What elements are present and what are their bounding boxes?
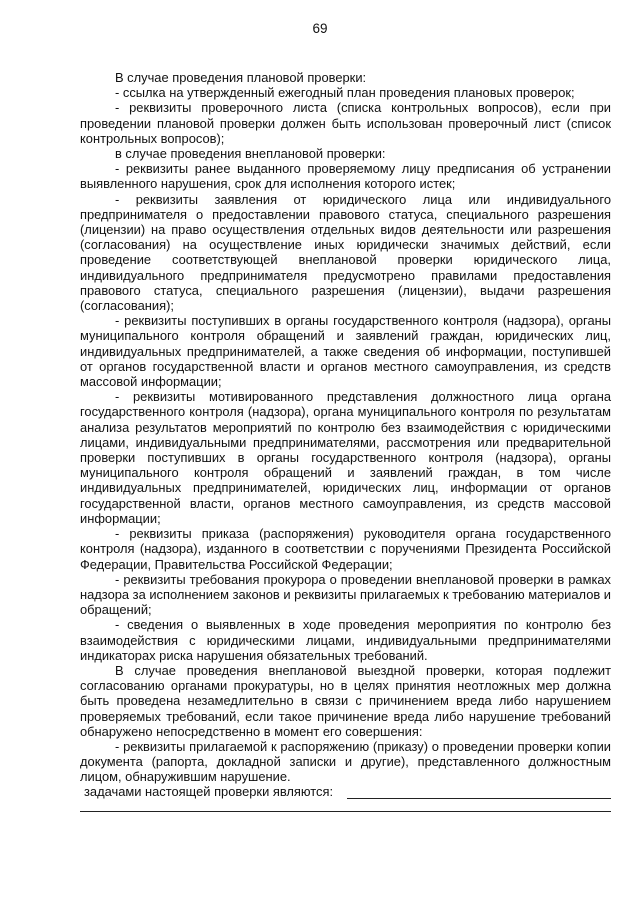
paragraph: в случае проведения внеплановой проверки: xyxy=(115,146,386,162)
paragraph: - реквизиты ранее выданного проверяемому лицу предписания об устранении выявленного нарушения, срок для исполнения которого истек; xyxy=(80,161,611,192)
paragraph: - сведения о выявленных в ходе проведения мероприятия по контролю без взаимодействия с юридическими лицами, индивидуальными предпринимателями индикаторах риска нарушения обязательных требований. xyxy=(80,617,611,663)
paragraph: - реквизиты заявления от юридического лица или индивидуального предпринимателя о предоставлении правового статуса, специального разрешения (лицензии) на право осуществления отдельных видов деятельности или разрешения (согласования) на осуществление иных юридически значимых действий, если проведение соответствующей внеплановой проверки юридического лица, индивидуального предпринимателя предусмотрено правилами предоставления правового статуса, специального разрешения (лицензии), выдачи разрешения (согласования); xyxy=(80,191,611,314)
paragraph: - реквизиты приказа (распоряжения) руководителя органа государственного контроля (надзора), изданного в соответствии с поручениями Президента Российской Федерации, Правительства Российской Федерации; xyxy=(80,526,611,572)
paragraph: - реквизиты поступивших в органы государственного контроля (надзора), органы муниципального контроля обращений и заявлений граждан, юридических лиц, индивидуальных предпринимателей, а также сведения об информации, поступившей от органов государственной власти и органов местного самоуправления, из средств массовой информации; xyxy=(80,313,611,390)
tasks-line xyxy=(80,784,611,799)
blank-fill-line xyxy=(80,811,611,812)
paragraph: - реквизиты проверочного листа (списка контрольных вопросов), если при проведении плановой проверки должен быть использован проверочный лист (список контрольных вопросов); xyxy=(80,100,611,146)
paragraph: В случае проведения плановой проверки: xyxy=(115,70,367,85)
paragraph: - реквизиты мотивированного представления должностного лица органа государственного контроля (надзора), органа муниципального контроля по результатам анализа результатов мероприятий по контролю без взаимодействия с юридическими лицами, индивидуальными предпринимателями, рассмотрения или предварительной проверки поступивших в органы государственного контроля (надзора), органы муниципального контроля обращений и заявлений граждан, в том числе индивидуальных предпринимателей, юридических лиц, информации от органов государственной власти, органов местного самоуправления, из средств массовой информации; xyxy=(80,389,611,526)
paragraph: В случае проведения внеплановой выездной проверки, которая подлежит согласованию органами прокуратуры, но в целях принятия неотложных мер должна быть проведена незамедлительно в связи с причинением вреда либо нарушением проверяемых требований, если такое причинение вреда либо нарушение требований обнаружено непосредственно в момент его совершения: xyxy=(80,662,611,739)
paragraph: - реквизиты прилагаемой к распоряжению (приказу) о проведении проверки копии документа (рапорта, докладной записки и другие), представленного должностным лицом, обнаружившим нарушение. xyxy=(80,738,611,785)
tasks-label: задачами настоящей проверки являются: xyxy=(84,784,334,799)
tasks-fill-line xyxy=(347,786,611,799)
page-number: 69 xyxy=(312,21,328,36)
paragraph: - реквизиты требования прокурора о проведении внеплановой проверки в рамках надзора за исполнением законов и реквизиты прилагаемых к требованию материалов и обращений; xyxy=(80,571,611,618)
document-body xyxy=(80,70,611,785)
paragraph: - ссылка на утвержденный ежегодный план проведения плановых проверок; xyxy=(115,85,575,101)
